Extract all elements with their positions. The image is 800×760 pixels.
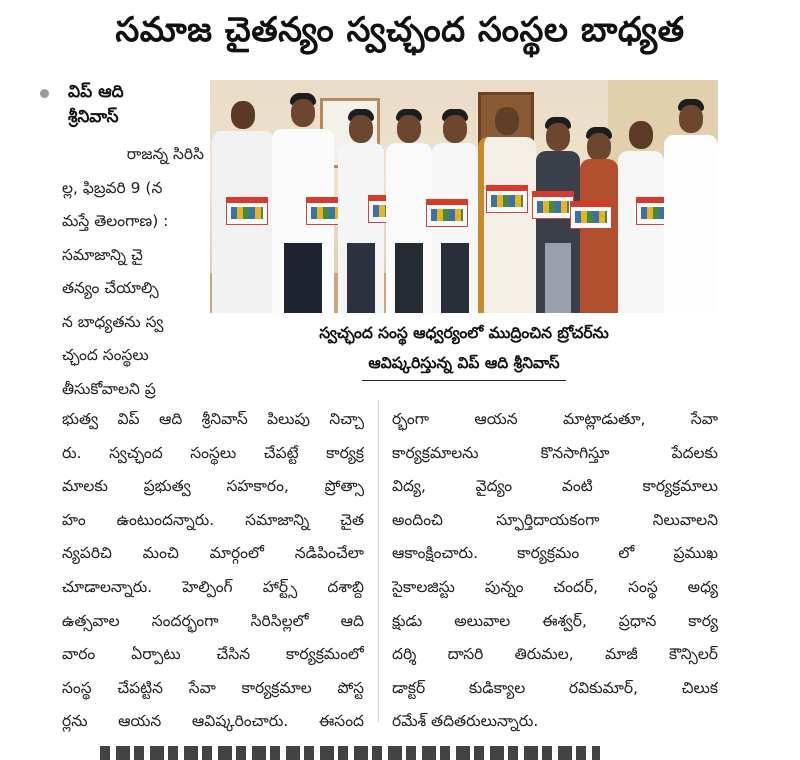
- body-line: కార్యక్రమాలను కొనసాగిస్తూ పేదలకు: [392, 443, 718, 462]
- person-body: [580, 159, 618, 313]
- intro-line: రాజన్న సిరిసి: [126, 145, 204, 163]
- body-line: సైకాలజిస్టు పున్నం చందర్, సంస్థ అధ్య: [392, 577, 718, 596]
- person-body: [664, 135, 718, 313]
- column-divider: [378, 400, 379, 722]
- person-body: [618, 151, 664, 313]
- body-line: హం ఉంటుందన్నారు. సమాజాన్ని చైత: [62, 510, 364, 529]
- body-line: విద్య, వైద్యం వంటి కార్యక్రమాలు: [392, 477, 718, 496]
- person-legs: [395, 243, 423, 313]
- intro-line: మస్తే తెలంగాణ) :: [62, 212, 169, 230]
- byline-line-1: విప్ ఆది: [68, 82, 124, 102]
- person-head: [495, 107, 519, 135]
- body-line: భుత్వ విప్ ఆది శ్రీనివాస్ పిలుపు నిచ్చా: [62, 410, 364, 428]
- photo-person: [618, 117, 664, 313]
- body-line: అందించి స్ఫూర్తిదాయకంగా నిలువాలని: [392, 510, 718, 529]
- person-legs: [545, 243, 571, 313]
- photo-person: [664, 99, 718, 313]
- body-line: ర్భంగా ఆయన మాట్లాడుతూ, సేవా: [392, 410, 718, 428]
- photo-person: [338, 109, 384, 313]
- byline-line-2: శ్రీనివాస్: [68, 107, 119, 127]
- intro-line: ల్ల, ఫిబ్రవరి 9 (న: [62, 178, 163, 197]
- body-line: ఉత్సవాల సందర్భంగా సిరిసిల్లలో ఆది: [62, 611, 364, 630]
- right-column: [392, 403, 718, 739]
- brochure-icon: [570, 201, 612, 229]
- photo-caption: [210, 318, 718, 381]
- news-photo: [210, 80, 718, 313]
- article-headline: సమాజ చైతన్యం స్వచ్ఛంద సంస్థల బాధ్యత: [115, 10, 685, 50]
- person-head: [291, 99, 315, 127]
- body-line: వారం ఏర్పాటు చేసిన కార్యక్రమంలో: [62, 645, 364, 664]
- caption-line-2: ఆవిష్కరిస్తున్న విప్ ఆది శ్రీనివాస్: [362, 348, 565, 381]
- person-head: [546, 123, 570, 151]
- person-head: [629, 121, 653, 149]
- intro-line: తన్యం చేయాల్సి: [62, 279, 159, 297]
- intro-line: సమాజాన్ని చై: [62, 245, 143, 264]
- intro-line: చ్ఛంద సంస్థలు: [62, 346, 149, 364]
- body-line: ర్లను ఆయన ఆవిష్కరించారు. ఈసంద: [62, 712, 364, 731]
- cropped-headline-ink: [100, 746, 600, 760]
- person-body: [478, 137, 536, 313]
- left-column: [62, 403, 364, 739]
- person-head: [397, 115, 421, 143]
- person-head: [679, 105, 703, 133]
- body-line: న్యపరిచి మంచి మార్గంలో నడిపించేలా: [62, 544, 364, 563]
- body-line: డాక్టర్ కుడిక్యాల రవికుమార్, చిలుక: [392, 678, 718, 697]
- photo-person: [580, 127, 618, 313]
- body-line: ఆకాంక్షించారు. కార్యక్రమం లో ప్రముఖ: [392, 544, 718, 563]
- body-line: చూడాలన్నారు. హెల్పింగ్ హార్ట్స్ దశాబ్ది: [62, 577, 364, 596]
- intro-line: తీసుకోవాలని ప్ర: [62, 379, 156, 398]
- person-head: [231, 101, 255, 129]
- caption-line-1: స్వచ్ఛంద సంస్థ ఆధ్వర్యంలో ముద్రించిన బ్రోచర్‌ను: [319, 324, 609, 342]
- brochure-icon: [486, 185, 528, 213]
- body-line: రు. స్వచ్ఛంద సంస్థలు చేపట్టే కార్యక్ర: [62, 443, 364, 462]
- person-legs: [441, 243, 469, 313]
- bullet-icon: [40, 89, 49, 98]
- body-line: మాలకు ప్రభుత్వ సహకారం, ప్రోత్సా: [62, 477, 364, 496]
- person-head: [349, 115, 373, 143]
- photo-person: [432, 109, 478, 313]
- person-head: [443, 115, 467, 143]
- body-line: రమేశ్ తదితరులున్నారు.: [392, 712, 539, 731]
- brochure-icon: [226, 197, 268, 225]
- byline: [40, 80, 200, 130]
- photo-person: [212, 101, 274, 313]
- intro-column: [62, 138, 204, 406]
- person-legs: [347, 243, 375, 313]
- intro-line: న బాధ్యతను స్వ: [62, 312, 164, 331]
- brochure-icon: [532, 191, 574, 219]
- body-line: సంస్థ చేపట్టిన సేవా కార్యక్రమాల పోస్ట: [62, 678, 364, 697]
- photo-person: [478, 103, 536, 313]
- person-legs: [284, 243, 321, 313]
- photo-person: [272, 93, 334, 313]
- body-line: క్షుడు అలువాల ఈశ్వర్, ప్రధాన కార్య: [392, 611, 718, 630]
- person-head: [587, 133, 611, 161]
- body-line: దర్శి దాసరి తిరుమల, మాజీ కౌన్సిలర్: [392, 645, 718, 664]
- next-article-headline-cropped: [100, 746, 600, 760]
- brochure-icon: [426, 199, 468, 227]
